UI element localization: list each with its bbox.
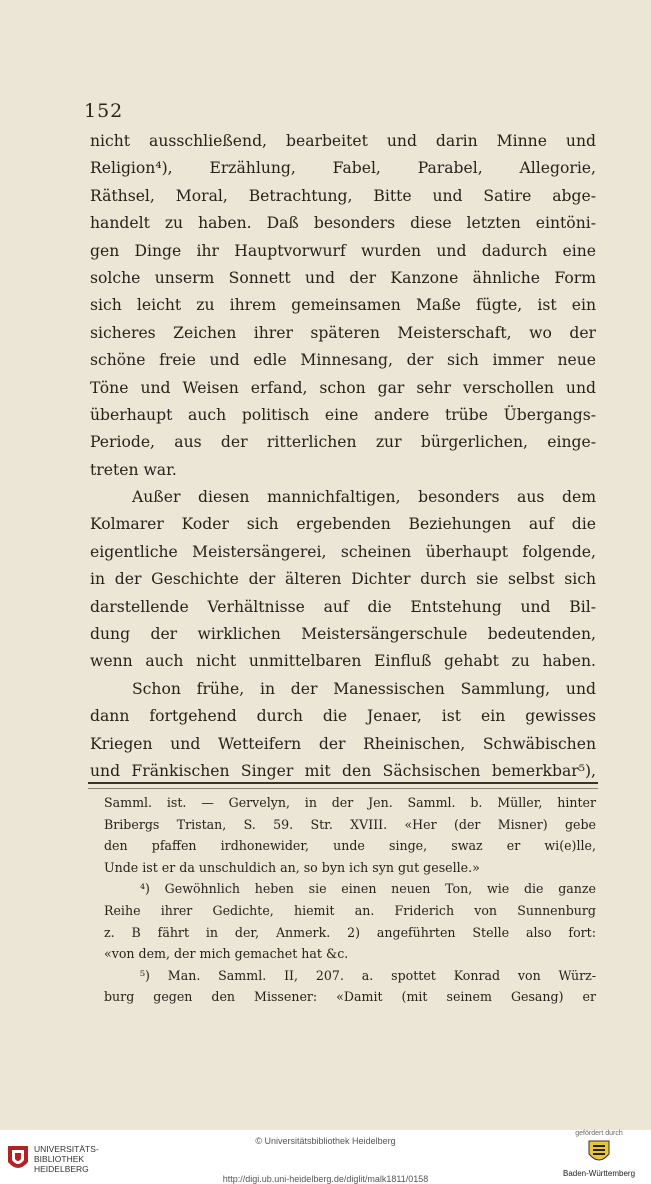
text-line: treten war. xyxy=(90,460,177,479)
page-number: 152 xyxy=(84,100,124,122)
text-line: Außer diesen mannichfaltigen, besonders aus dem xyxy=(132,488,596,507)
footnote-line: ⁵) Man. Samml. II, 207. a. spottet Konrad von Würz- xyxy=(140,967,596,983)
text-line: Töne und Weisen erfand, schon gar sehr verschollen und xyxy=(90,378,596,397)
footnote-line: Reihe ihrer Gedichte, hiemit an. Friderich von Sunnenburg xyxy=(104,902,596,918)
footnote-line: Bribergs Tristan, S. 59. Str. XVIII. «Her (der Misner) gebe xyxy=(104,816,596,832)
text-line: sicheres Zeichen ihrer späteren Meisterschaft, wo der xyxy=(90,323,596,342)
text-line: wenn auch nicht unmittelbaren Einfluß gehabt zu haben. xyxy=(90,652,596,671)
text-line: sich leicht zu ihrem gemeinsamen Maße fügte, ist ein xyxy=(90,296,596,315)
text-line: Schon frühe, in der Manessischen Sammlung, und xyxy=(132,679,596,698)
text-line: Kolmarer Koder sich ergebenden Beziehungen auf die xyxy=(90,515,596,534)
text-line: handelt zu haben. Daß besonders diese letzten eintöni- xyxy=(90,214,596,233)
text-line: in der Geschichte der älteren Dichter durch sie selbst sich xyxy=(90,570,596,589)
library-name-line: HEIDELBERG xyxy=(34,1164,89,1174)
text-line: schöne freie und edle Minnesang, der sich immer neue xyxy=(90,351,596,370)
footnote-line: Samml. ist. — Gervelyn, in der Jen. Samml. b. Müller, hinter xyxy=(104,795,596,810)
text-line: Periode, aus der ritterlichen zur bürgerlichen, einge- xyxy=(90,433,596,452)
footnote-line: den pfaffen irdhonewider, unde singe, swaz er wi(e)lle, xyxy=(104,838,596,854)
text-line: Kriegen und Wetteifern der Rheinischen, Schwäbischen xyxy=(90,734,596,753)
text-line: darstellende Verhältnisse auf die Entstehung und Bil- xyxy=(90,597,596,616)
footnote-line: z. B fährt in der, Anmerk. 2) angeführten Stelle also fort: xyxy=(104,924,596,940)
text-line: eigentliche Meistersängerei, scheinen überhaupt folgende, xyxy=(90,542,596,561)
sponsor-caption: gefördert durch xyxy=(575,1130,623,1137)
text-line: und Fränkischen Singer mit den Sächsischen bemerkbar⁵), xyxy=(90,761,596,780)
permalink-url[interactable]: http://digi.ub.uni-heidelberg.de/diglit/malk1811/0158 xyxy=(222,1174,429,1184)
footnotes xyxy=(104,792,596,1008)
text-line: Räthsel, Moral, Betrachtung, Bitte und Satire abge- xyxy=(90,186,596,205)
library-name-line: BIBLIOTHEK xyxy=(34,1154,85,1164)
footnote-line: «von dem, der mich gemachet hat &c. xyxy=(104,946,349,962)
main-text xyxy=(90,128,596,785)
sponsor-logo[interactable] xyxy=(559,1130,639,1182)
text-line: solche unserm Sonnett und der Kanzone ähnliche Form xyxy=(90,268,596,287)
text-line: gen Dinge ihr Hauptvorwurf wurden und dadurch eine xyxy=(90,241,596,260)
library-name xyxy=(34,1144,99,1174)
viewer-footer xyxy=(0,1130,651,1182)
footnote-line: Unde ist er da unschuldich an, so byn ich syn gut geselle.» xyxy=(104,859,480,875)
footnote-line: burg gegen den Missener: «Damit (mit seinem Gesang) er xyxy=(104,989,596,1005)
text-line: Religion⁴), Erzählung, Fabel, Parabel, Allegorie, xyxy=(90,159,596,178)
footnote-divider xyxy=(88,782,598,789)
sponsor-name: Baden-Württemberg xyxy=(562,1169,636,1178)
state-crest-icon xyxy=(588,1140,610,1166)
text-line: dung der wirklichen Meistersängerschule bedeutenden, xyxy=(90,625,596,644)
footnote-line: ⁴) Gewöhnlich heben sie einen neuen Ton, wie die ganze xyxy=(140,881,596,897)
text-line: überhaupt auch politisch eine andere trübe Übergangs- xyxy=(90,405,596,424)
library-name-line: UNIVERSITÄTS- xyxy=(34,1144,99,1154)
text-line: dann fortgehend durch die Jenaer, ist ein gewisses xyxy=(90,707,596,726)
library-crest-icon xyxy=(6,1144,30,1174)
copyright-notice: © Universitätsbibliothek Heidelberg xyxy=(255,1136,396,1146)
text-line: nicht ausschließend, bearbeitet und darin Minne und xyxy=(90,132,596,150)
